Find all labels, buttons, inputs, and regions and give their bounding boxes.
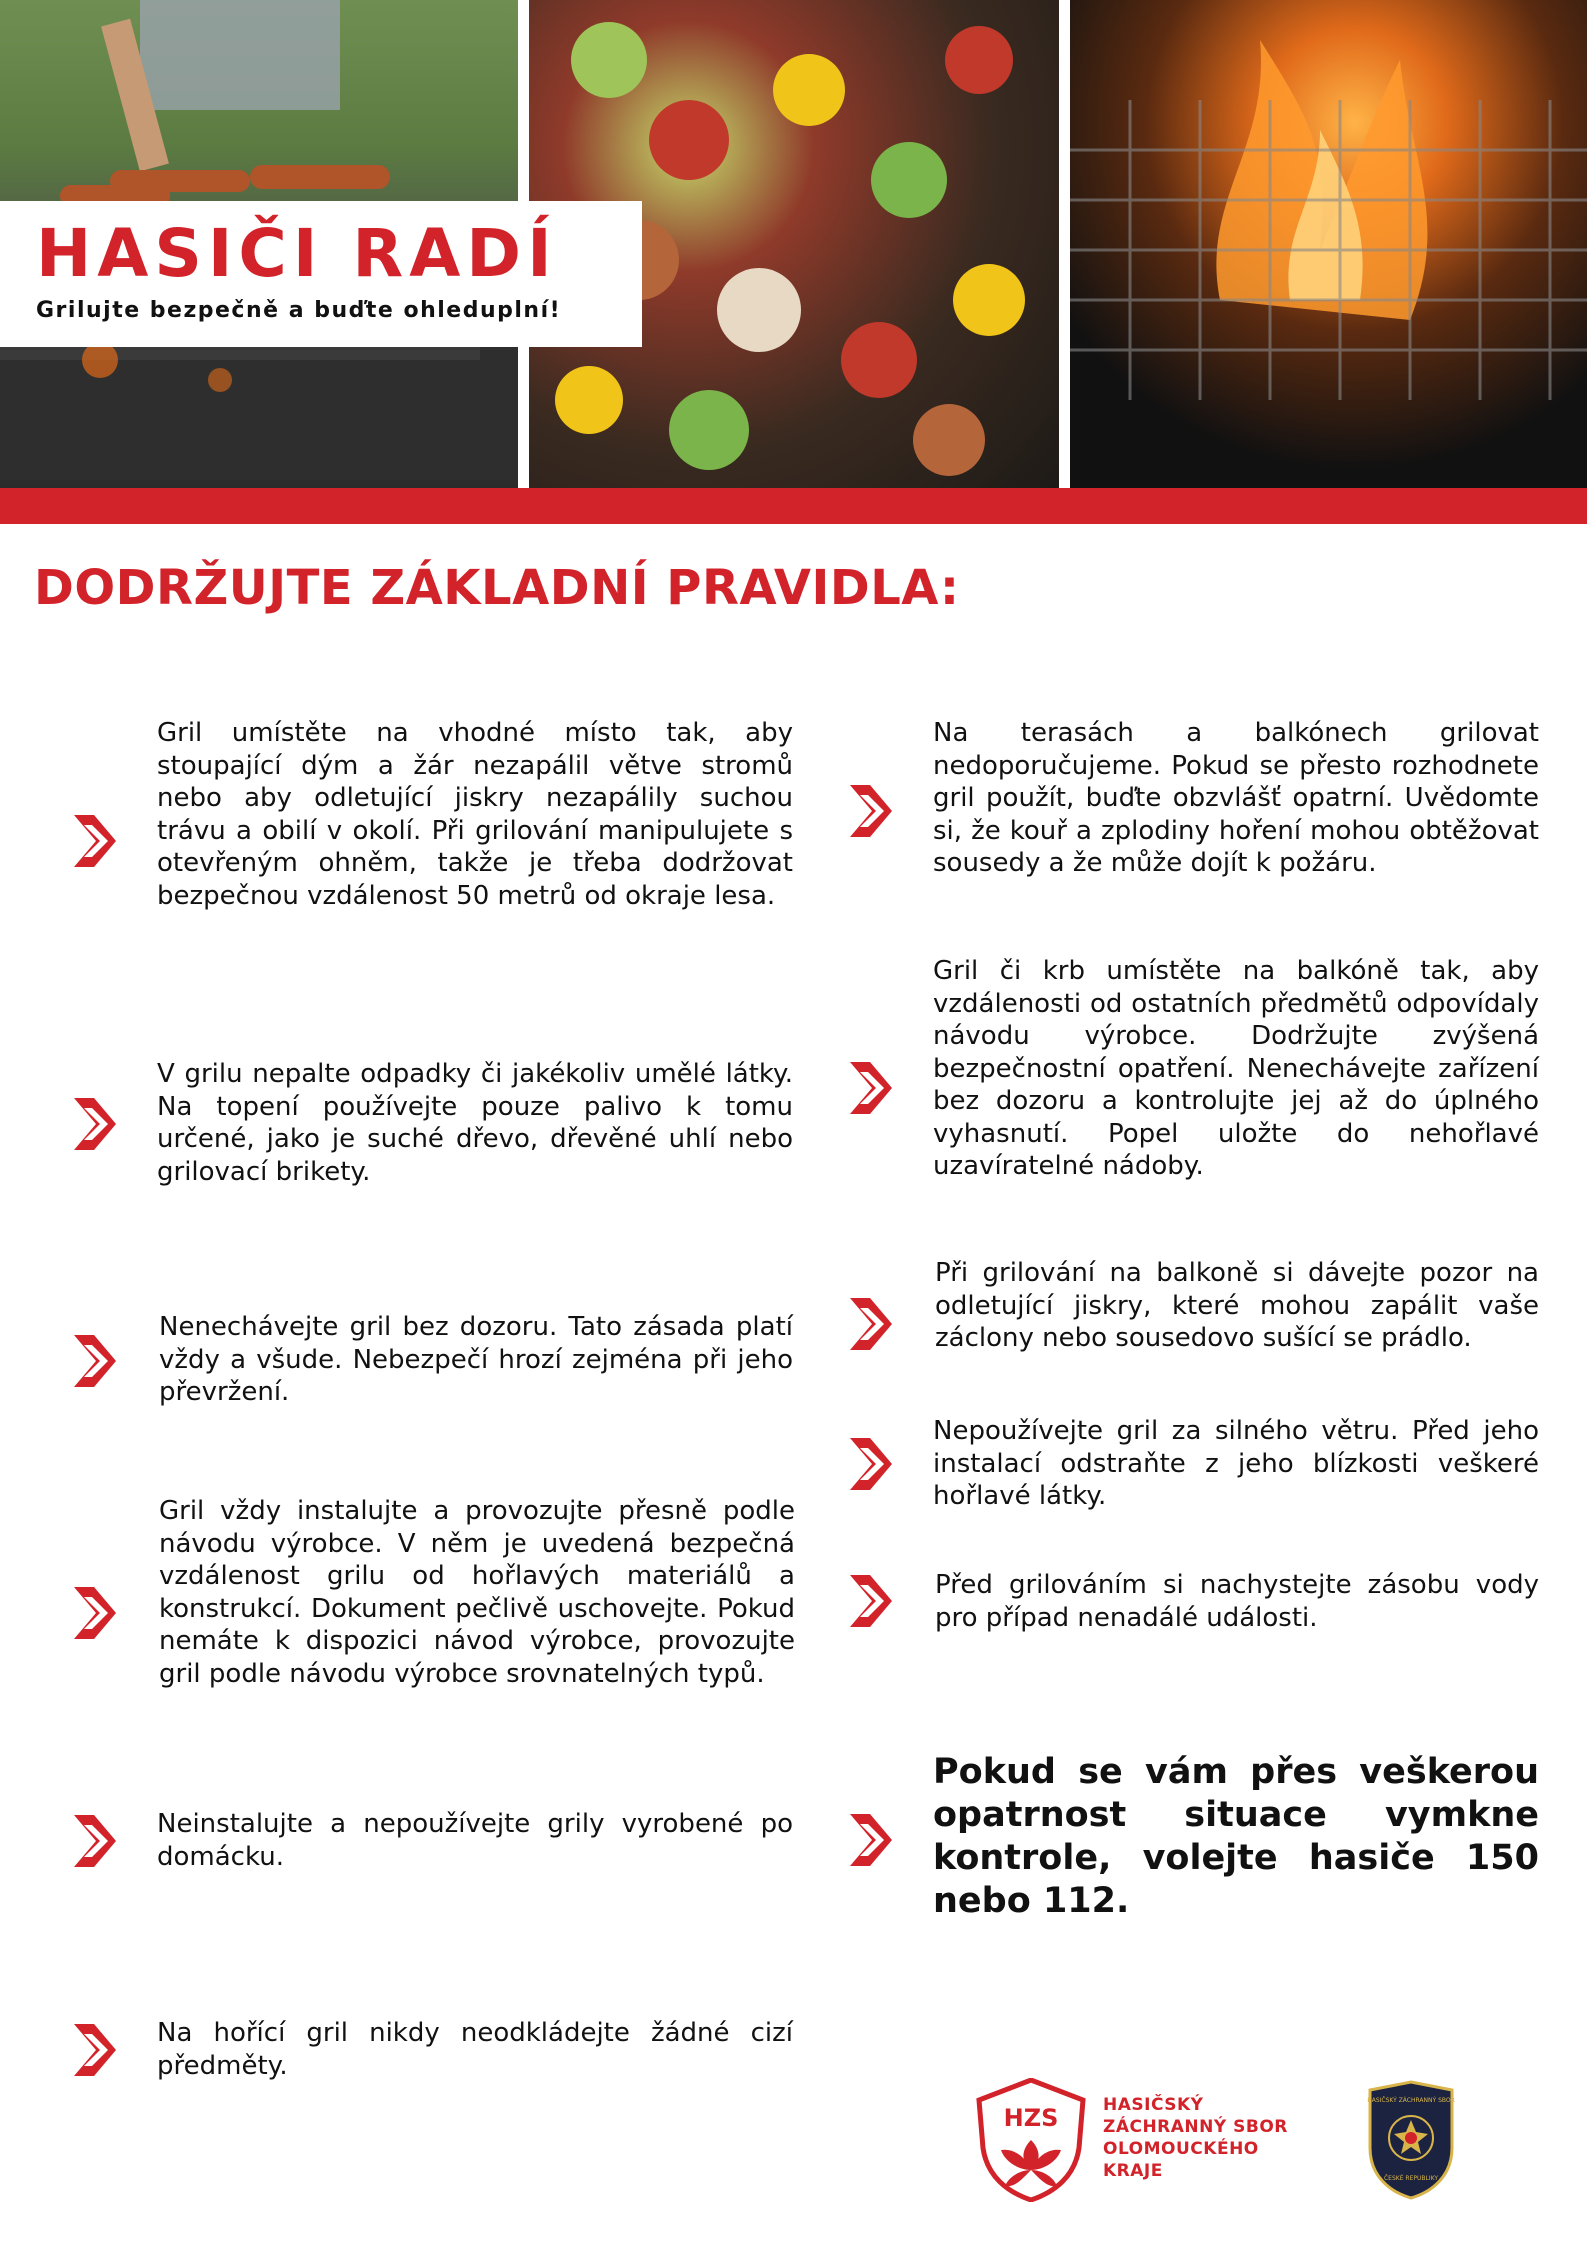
chevron-right-icon (70, 1583, 122, 1643)
rule-left-4: Gril vždy instalujte a provozujte přesně podle návodu výrobce. V něm je uvedená bezpečná vzdálenost grilu od hořlavých materiálů a konstrukcí. Dokument pečlivě uschovejte. Pokud nemáte k dispozici návod výrobce, provozujte gril podle návodu výrobce srovnatelných typů. (159, 1496, 795, 1689)
page-title: HASIČI RADÍ (36, 215, 558, 292)
rule-left-1: Gril umístěte na vhodné místo tak, aby stoupající dým a žár nezapálil větve stromů nebo aby odletující jiskry nezapálily suchou trávu a obilí v okolí. Při grilování manipulujete s otevřeným ohněm, takže je třeba dodržovat bezpečnou vzdálenost 50 metrů od okraje lesa. (157, 718, 793, 911)
badge-text-bottom: ČESKÉ REPUBLIKY (1383, 2175, 1439, 2182)
chevron-right-icon (70, 811, 122, 871)
red-divider-band (0, 488, 1587, 524)
chevron-right-icon (70, 1811, 122, 1871)
chevron-right-icon (846, 781, 898, 841)
rule-left-3: Nenechávejte gril bez dozoru. Tato zásada platí vždy a všude. Nebezpečí hrozí zejména při jeho převržení. (159, 1312, 793, 1407)
rule-right-3: Při grilování na balkoně si dávejte pozor na odletující jiskry, které mohou zapálit vaše záclony nebo sousedovo sušící se prádlo. (935, 1258, 1539, 1353)
chevron-right-icon (846, 1571, 898, 1631)
rule-right-2: Gril či krb umístěte na balkóně tak, aby vzdálenosti od ostatních předmětů odpovídaly návodu výrobce. Dodržujte zvýšená bezpečnostní opatření. Nenechávejte zařízení bez dozoru a kontrolujte jej až do úplného vyhasnutí. Popel uložte do nehořlavé uzavíratelné nádoby. (933, 956, 1539, 1181)
chevron-right-icon (70, 1331, 122, 1391)
chevron-right-icon (846, 1434, 898, 1494)
section-heading: DODRŽUJTE ZÁKLADNÍ PRAVIDLA: (34, 560, 960, 616)
chevron-right-icon (846, 1058, 898, 1118)
photo-flames (1070, 0, 1587, 488)
hzs-org-line: OLOMOUCKÉHO (1103, 2139, 1259, 2159)
header-photo-strip (0, 0, 1587, 488)
chevron-right-icon (70, 1094, 122, 1154)
hzs-badge (1366, 2080, 1456, 2200)
rule-left-2: V grilu nepalte odpadky či jakékoliv umělé látky. Na topení používejte pouze palivo k tomu určené, jako je suché dřevo, dřevěné uhlí nebo grilovací brikety. (157, 1059, 793, 1187)
page-subtitle: Grilujte bezpečně a buďte ohleduplní! (36, 298, 562, 323)
badge-text-top: HASIČSKÝ ZÁCHRANNÝ SBOR (1367, 2097, 1455, 2104)
chevron-right-icon (846, 1294, 898, 1354)
hzs-org-line: ZÁCHRANNÝ SBOR (1103, 2117, 1288, 2137)
hzs-logo-text: HZS (1003, 2104, 1059, 2132)
rule-right-4: Nepoužívejte gril za silného větru. Před jeho instalací odstraňte z jeho blízkosti veškeré hořlavé látky. (933, 1416, 1539, 1511)
rule-right-1: Na terasách a balkónech grilovat nedoporučujeme. Pokud se přesto rozhodnete gril použít, buďte obzvlášť opatrní. Uvědomte si, že kouř a zplodiny hoření mohou obtěžovat sousedy a že může dojít k požáru. (933, 718, 1539, 878)
rule-left-5: Neinstalujte a nepoužívejte grily vyrobené po domácku. (157, 1809, 793, 1872)
rule-right-5: Před grilováním si nachystejte zásobu vody pro případ nenadálé události. (935, 1570, 1539, 1633)
hzs-org-name (1103, 2094, 1288, 2182)
rule-left-6: Na hořící gril nikdy neodkládejte žádné cizí předměty. (157, 2018, 793, 2081)
hzs-org-line: HASIČSKÝ (1103, 2095, 1204, 2115)
chevron-right-icon (846, 1810, 898, 1870)
hzs-logo (975, 2078, 1087, 2202)
hzs-org-line: KRAJE (1103, 2161, 1163, 2181)
emergency-call-note: Pokud se vám přes veškerou opatrnost situace vymkne kontrole, volejte hasiče 150 nebo 112. (933, 1752, 1539, 1921)
title-box (0, 201, 642, 347)
chevron-right-icon (70, 2020, 122, 2080)
